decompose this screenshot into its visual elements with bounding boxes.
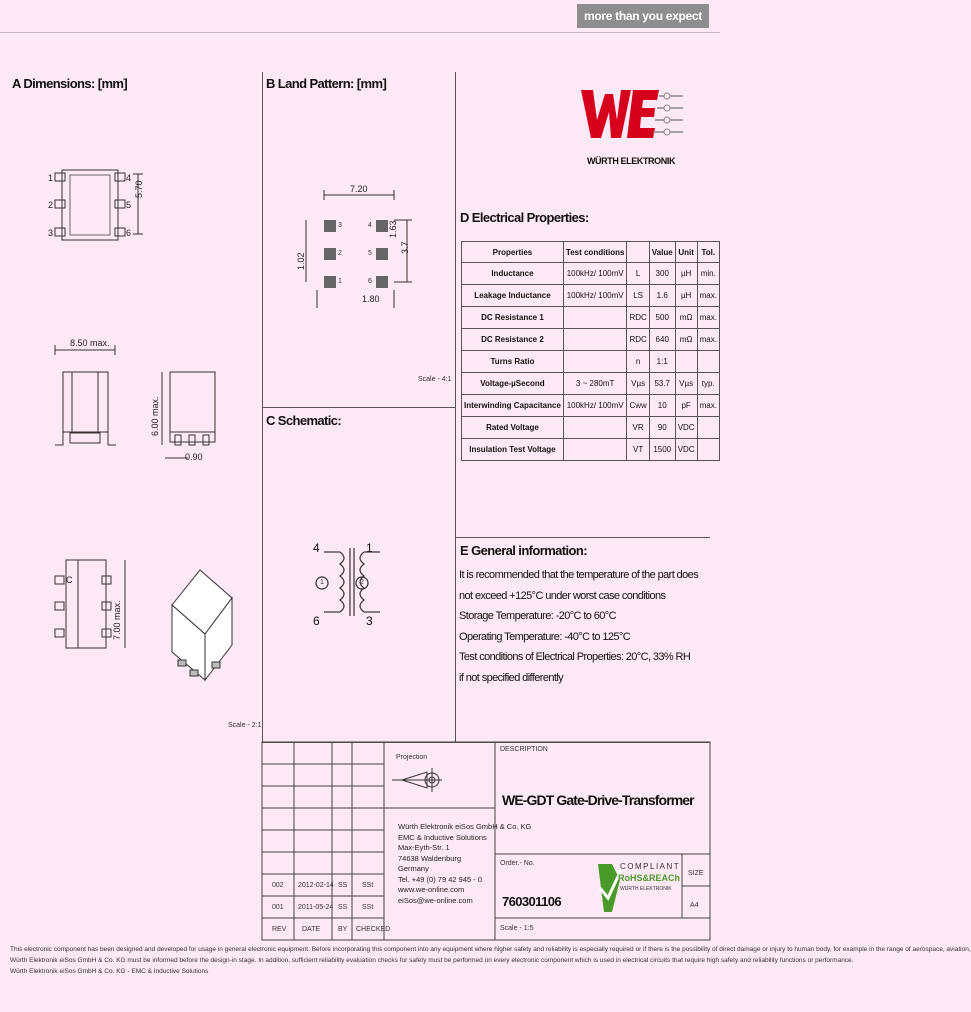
wurth-logo [575, 82, 685, 172]
land-pad-5: 5 [368, 250, 372, 257]
value-cell: 1:1 [649, 351, 675, 373]
top-pin-4: 4 [126, 173, 132, 183]
dim-bottom-height: 7.00 max. [112, 600, 122, 640]
side-view [55, 345, 215, 458]
unit-cell: Vµs [675, 373, 697, 395]
land-pad-4: 4 [368, 222, 372, 229]
prop-cell: Insulation Test Voltage [462, 439, 564, 461]
land-dim-width: 7.20 [350, 184, 368, 194]
rev-row-2-date: 2011-05-24 [298, 904, 334, 911]
value-cell: 300 [649, 263, 675, 285]
info-line-2: not exceed +125°C under worst case conditions [459, 589, 666, 602]
rev-row-2-by: SS [338, 904, 348, 911]
symbol-cell: RDC [627, 329, 649, 351]
unit-cell: µH [675, 263, 697, 285]
col-tol: Tol. [697, 242, 719, 263]
top-pin-6: 6 [126, 228, 132, 238]
rev-header-checked: CHECKED [356, 926, 391, 933]
electrical-row [462, 373, 720, 395]
divider-electrical-bottom [455, 537, 710, 538]
land-pattern-title: B Land Pattern: [mm] [266, 76, 387, 91]
symbol-cell: LS [627, 285, 649, 307]
condition-cell: 3 ~ 280mT [563, 373, 627, 395]
electrical-title: D Electrical Properties: [460, 210, 589, 225]
prop-cell: Inductance [462, 263, 564, 285]
unit-cell: pF [675, 395, 697, 417]
top-pin-3: 3 [48, 228, 54, 238]
tol-cell [697, 417, 719, 439]
address-line-4: 74638 Waldenburg [398, 853, 462, 863]
condition-cell [563, 329, 627, 351]
condition-cell: 100kHz/ 100mV [563, 395, 627, 417]
electrical-row [462, 263, 720, 285]
land-pad-2: 2 [338, 250, 342, 257]
tol-cell [697, 351, 719, 373]
info-line-3: Storage Temperature: -20°C to 60°C [459, 610, 616, 623]
compliant-text-3: WÜRTH ELEKTRONIK [620, 886, 672, 892]
dim-width: 8.50 max. [70, 338, 110, 348]
land-pad-6: 6 [368, 278, 372, 285]
address-line-5: Germany [398, 864, 429, 873]
symbol-cell: RDC [627, 307, 649, 329]
info-line-6: if not specified differently [459, 671, 564, 684]
size-label: SIZE [688, 870, 704, 877]
symbol-cell: Vµs [627, 373, 649, 395]
rev-header-by: BY [338, 926, 348, 933]
value-cell: 1500 [649, 439, 675, 461]
title-scale: Scale - 1:5 [500, 925, 534, 932]
unit-cell: mΩ [675, 307, 697, 329]
top-pin-1: 1 [48, 173, 54, 183]
prop-cell: DC Resistance 2 [462, 329, 564, 351]
prop-cell: Interwinding Capacitance [462, 395, 564, 417]
schematic-title: C Schematic: [266, 413, 342, 428]
col-value: Value [649, 242, 675, 263]
tol-cell: typ. [697, 373, 719, 395]
value-cell: 53.7 [649, 373, 675, 395]
general-info [459, 565, 709, 689]
col-symbol [627, 242, 649, 263]
winding-label-1: 1 [320, 579, 324, 586]
header-rule [0, 32, 720, 33]
schematic-pin-1: 1 [366, 541, 373, 555]
order-code: 760301106 [502, 894, 561, 909]
description-label: DESCRIPTION [500, 746, 548, 753]
land-pattern-drawing [262, 180, 456, 320]
electrical-row [462, 285, 720, 307]
land-dim-left: 1.02 [296, 252, 306, 270]
tol-cell: max. [697, 395, 719, 417]
symbol-cell: VR [627, 417, 649, 439]
compliant-badge [598, 864, 622, 912]
col-unit: Unit [675, 242, 697, 263]
footer-line-1: This electronic component has been designed and developed for usage in general electronic equipment. Before incorporating this component into any equipment where higher safety and reliability is especially required or if there is the possibility of direct damage or injury to human body, for example in the range of aerospace, aviation, [10, 946, 971, 953]
info-line-4: Operating Temperature: -40°C to 125°C [459, 630, 631, 643]
rev-row-1-rev: 002 [272, 882, 284, 889]
symbol-cell: L [627, 263, 649, 285]
electrical-header-row [462, 242, 720, 263]
rev-row-2-checked: SSt [362, 904, 374, 911]
tol-cell: max. [697, 285, 719, 307]
symbol-cell: n [627, 351, 649, 373]
winding-label-2: 2 [360, 579, 364, 586]
value-cell: 500 [649, 307, 675, 329]
prop-cell: Turns Ratio [462, 351, 564, 373]
condition-cell [563, 439, 627, 461]
address-line-7: www.we-online.com [398, 885, 465, 894]
address-line-1: Würth Elektronik eiSos GmbH & Co. KG [398, 822, 532, 831]
projection-label: Projection [396, 754, 428, 761]
value-cell: 10 [649, 395, 675, 417]
land-pads [324, 220, 388, 288]
prop-cell: Voltage-µSecond [462, 373, 564, 395]
value-cell: 640 [649, 329, 675, 351]
slogan-banner: more than you expect [577, 4, 709, 28]
symbol-cell: VT [627, 439, 649, 461]
prop-cell: Leakage Inductance [462, 285, 564, 307]
electrical-rows [462, 263, 720, 461]
unit-cell: µH [675, 285, 697, 307]
footer-disclaimer [10, 944, 971, 977]
schematic-pin-6: 6 [313, 614, 320, 628]
title-block [262, 742, 710, 940]
prop-cell: Rated Voltage [462, 417, 564, 439]
dim-side-height: 6.00 max. [150, 396, 160, 436]
electrical-row [462, 439, 720, 461]
rev-header-date: DATE [302, 926, 321, 933]
land-pad-1: 1 [338, 278, 342, 285]
land-pad-3: 3 [338, 222, 342, 229]
projection-symbol-icon [392, 768, 442, 792]
unit-cell: VDC [675, 417, 697, 439]
electrical-row [462, 395, 720, 417]
footer-line-3: Würth Elektronik eiSos GmbH & Co. KG - EMC & Inductive Solutions [10, 968, 209, 975]
address-line-2: EMC & Inductive Solutions [398, 832, 487, 842]
land-dim-pitch: 1.63 [388, 220, 398, 238]
symbol-cell: Cww [627, 395, 649, 417]
size-value: A4 [690, 902, 699, 909]
value-cell: 90 [649, 417, 675, 439]
land-dim-span: 3.7 [400, 241, 410, 254]
top-pin-2: 2 [48, 200, 54, 210]
order-code-label: Order.- No. [500, 860, 535, 867]
address-line-6: Tel. +49 (0) 79 42 945 - 0 [398, 874, 483, 884]
address-line-8: eiSos@we-online.com [398, 895, 473, 905]
schematic-pin-4: 4 [313, 541, 320, 555]
electrical-table [461, 241, 720, 461]
info-line-5: Test conditions of Electrical Properties: 20°C, 33% RH [459, 651, 691, 664]
dimensions-title: A Dimensions: [mm] [12, 76, 128, 91]
bottom-mark: C [66, 575, 73, 585]
isometric-view [172, 570, 232, 680]
unit-cell: VDC [675, 439, 697, 461]
rev-row-2-rev: 001 [272, 904, 284, 911]
address-line-3: Max-Eyth-Str. 1 [398, 843, 450, 852]
unit-cell: mΩ [675, 329, 697, 351]
product-description: WE-GDT Gate-Drive-Transformer [502, 792, 694, 808]
electrical-row [462, 329, 720, 351]
condition-cell [563, 417, 627, 439]
rev-row-1-checked: SSt [362, 882, 374, 889]
info-line-1: It is recommended that the temperature of the part does [459, 569, 699, 581]
condition-cell: 100kHz/ 100mV [563, 263, 627, 285]
rev-row-1-by: SS [338, 882, 348, 889]
footer-line-2: Würth Elektronik eiSos GmbH & Co. KG must be informed before the design-in stage. In addition, sufficient reliability evaluation checks for safety must be performed on every electronic component which is used in electrical circuits that require high safety and reliability functions or performance. [10, 957, 854, 964]
electrical-row [462, 417, 720, 439]
col-test-conditions: Test conditions [563, 242, 627, 263]
condition-cell [563, 307, 627, 329]
dim-height-top: 5.70 [134, 180, 144, 198]
company-name: WÜRTH ELEKTRONIK [586, 156, 676, 166]
general-title: E General information: [460, 543, 587, 558]
compliant-text-2: RoHS&REACh [618, 873, 680, 883]
dimensions-scale: Scale - 2:1 [228, 722, 262, 729]
condition-cell [563, 351, 627, 373]
land-dim-pad: 1.80 [362, 294, 380, 304]
unit-cell [675, 351, 697, 373]
rev-header-rev: REV [272, 926, 287, 933]
dim-foot: 0.90 [185, 452, 203, 462]
value-cell: 1.6 [649, 285, 675, 307]
electrical-row [462, 307, 720, 329]
condition-cell: 100kHz/ 100mV [563, 285, 627, 307]
tol-cell: max. [697, 307, 719, 329]
tol-cell [697, 439, 719, 461]
top-pin-5: 5 [126, 200, 132, 210]
rev-row-1-date: 2012-02-14 [298, 882, 334, 889]
schematic-pin-3: 3 [366, 614, 373, 628]
electrical-row [462, 351, 720, 373]
divider-land-bottom [262, 407, 456, 408]
tol-cell: min. [697, 263, 719, 285]
land-scale: Scale - 4:1 [418, 376, 452, 383]
prop-cell: DC Resistance 1 [462, 307, 564, 329]
tol-cell: max. [697, 329, 719, 351]
col-properties: Properties [462, 242, 564, 263]
compliant-text-1: COMPLIANT [620, 862, 681, 871]
